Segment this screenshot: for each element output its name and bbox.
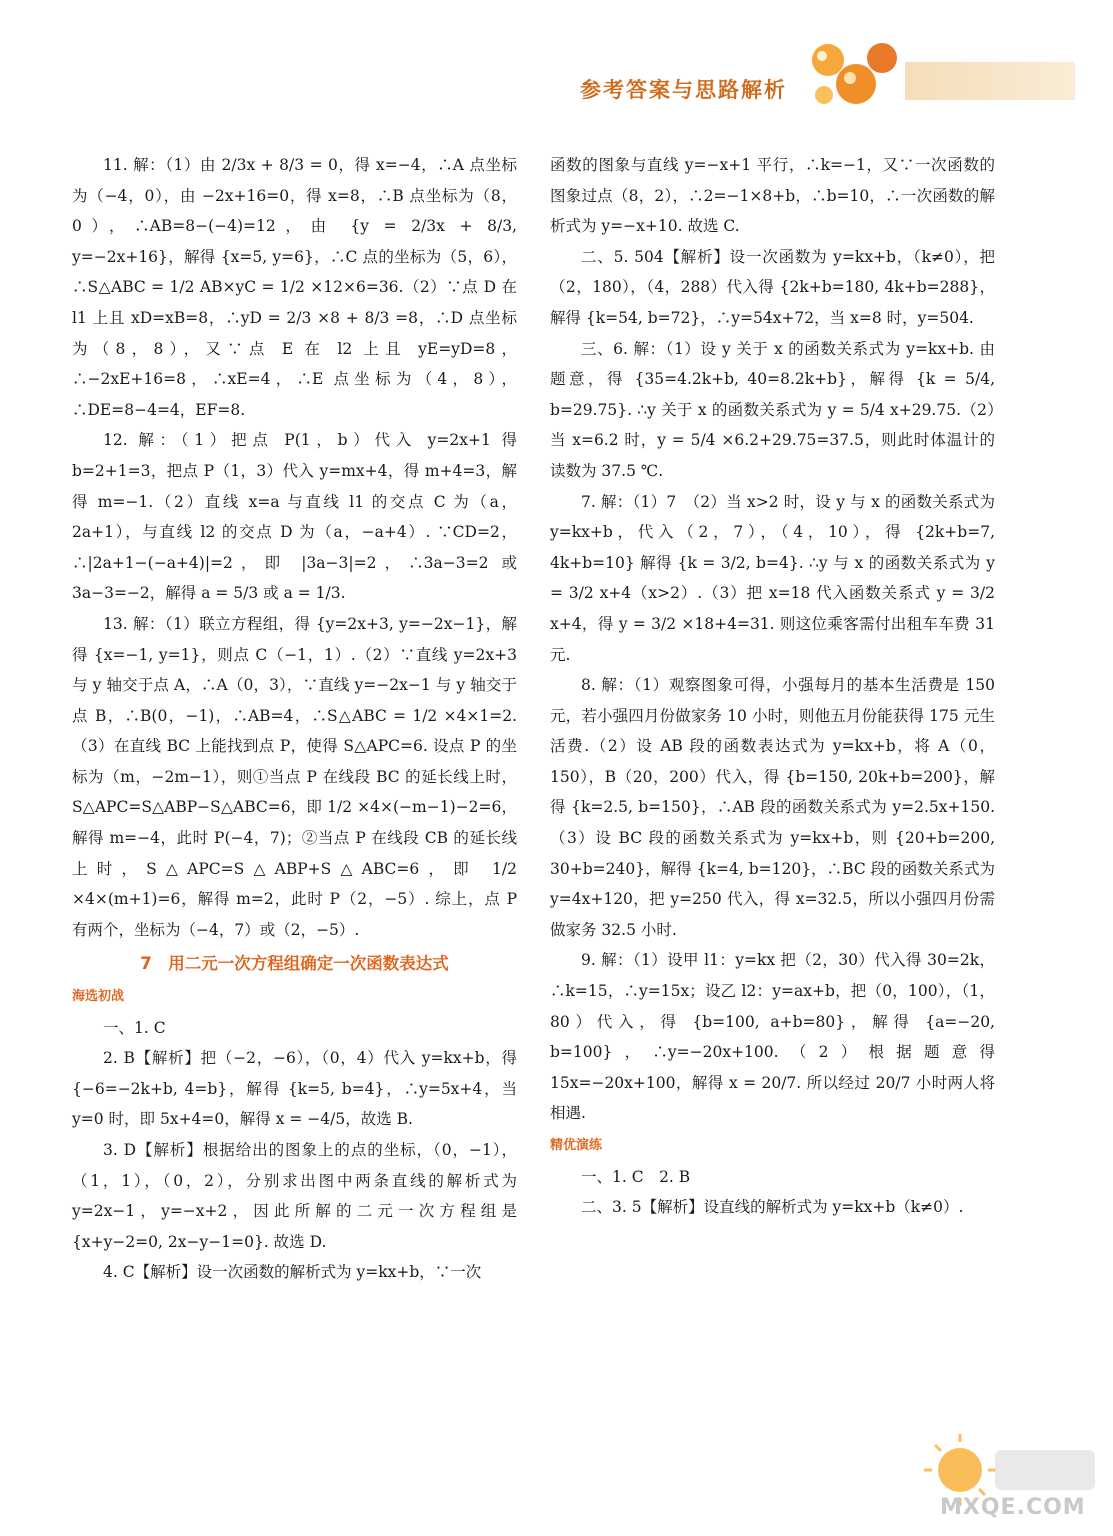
answer-paragraph: 二、5. 504【解析】设一次函数为 y=kx+b，（k≠0），把（2，180），（4，288）代入得 {2k+b=180, 4k+b=288}，解得 {k=54, b=72}，∴y=54x+72，当 x=8 时，y=504. bbox=[550, 247, 995, 327]
answer-paragraph: 12. 解：（1）把点 P(1，b）代入 y=2x+1 得 b=2+1=3，把点 P（1，3）代入 y=mx+4，得 m+4=3，解得 m=−1.（2）直线 x=a 与直线 l1 的交点 C 为（a，2a+1），与直线 l2 的交点 D 为（a，−a+4）. ∵CD=2，∴|2a+1−(−a+4)|=2，即 |3a−3|=2，∴3a−3=2 或 3a−3=−2，解得 a = 5/3 或 a = 1/3. bbox=[72, 431, 517, 603]
page-title: 参考答案与思路解析 bbox=[580, 78, 787, 102]
right-column bbox=[550, 150, 995, 1223]
left-column bbox=[72, 150, 517, 1288]
page-header bbox=[0, 0, 1113, 140]
answer-paragraph: 13. 解：（1）联立方程组，得 {y=2x+3, y=−2x−1}，解得 {x=−1, y=1}，则点 C（−1，1）.（2）∵直线 y=2x+3 与 y 轴交于点 A，∴A（0，3），∵直线 y=−2x−1 与 y 轴交于点 B，∴B(0，−1)，∴AB=4，∴S△ABC = 1/2 ×4×1=2.（3）在直线 BC 上能找到点 P，使得 S△APC=6. 设点 P 的坐标为（m，−2m−1），则①当点 P 在线段 BC 的延长线上时，S△APC=S△ABP−S△ABC=6，即 1/2 ×4×(−m−1)−2=6，解得 m=−4，此时 P(−4，7)；②当点 P 在线段 CB 的延长线上时，S△APC=S△ABP+S△ABC=6，即 1/2 ×4×(m+1)=6，解得 m=2，此时 P（2，−5）. 综上，点 P 有两个，坐标为（−4，7）或（2，−5）. bbox=[72, 614, 517, 939]
answer-paragraph: 函数的图象与直线 y=−x+1 平行，∴k=−1，又∵一次函数的图象过点（8，2），∴2=−1×8+b，∴b=10，∴一次函数的解析式为 y=−x+10. 故选 C. bbox=[550, 156, 995, 236]
answer-paragraph: 2. B【解析】把（−2，−6），（0，4）代入 y=kx+b，得 {−6=−2k+b, 4=b}，解得 {k=5, b=4}，∴y=5x+4，当 y=0 时，即 5x+4=0，解得 x = −4/5，故选 B. bbox=[72, 1049, 517, 1129]
header-bar bbox=[905, 62, 1075, 100]
answer-paragraph: 8. 解：（1）观察图象可得，小强每月的基本生活费是 150 元，若小强四月份做家务 10 小时，则他五月份能获得 175 元生活费.（2）设 AB 段的函数表达式为 y=kx+b，将 A（0，150），B（20，200）代入，得 {b=150, 20k+b=200}，解得 {k=2.5, b=150}，∴AB 段的函数关系式为 y=2.5x+150.（3）设 BC 段的函数关系式为 y=kx+b，则 {20+b=200, 30+b=240}，解得 {k=4, b=120}，∴BC 段的函数关系式为 y=4x+120，把 y=250 代入，得 x=32.5，所以小强四月份需做家务 32.5 小时. bbox=[550, 676, 995, 939]
answer-paragraph: 3. D【解析】根据给出的图象上的点的坐标，（0，−1），（1，1），（0，2），分别求出图中两条直线的解析式为 y=2x−1，y=−x+2，因此所解的二元一次方程组是 {x+y−2=0, 2x−y−1=0}. 故选 D. bbox=[72, 1141, 517, 1251]
answer-paragraph: 三、6. 解：（1）设 y 关于 x 的函数关系式为 y=kx+b. 由题意，得 {35=4.2k+b, 40=8.2k+b}，解得 {k = 5/4, b=29.75}. ∴y 关于 x 的函数关系式为 y = 5/4 x+29.75.（2）当 x=6.2 时，y = 5/4 ×6.2+29.75=37.5，则此时体温计的读数为 37.5 ℃. bbox=[550, 339, 995, 480]
sub-heading: 精优演练 bbox=[550, 1138, 603, 1153]
answer-paragraph: 二、3. 5【解析】设直线的解析式为 y=kx+b（k≠0）. bbox=[581, 1198, 964, 1217]
answer-paragraph: 一、1. C 2. B bbox=[581, 1167, 691, 1186]
sub-heading: 海选初战 bbox=[72, 989, 125, 1005]
answer-paragraph: 11. 解：（1）由 2/3x + 8/3 = 0，得 x=−4，∴A 点坐标为（−4，0），由 −2x+16=0，得 x=8，∴B 点坐标为（8，0），∴AB=8−(−4)=12，由 {y = 2/3x + 8/3, y=−2x+16}，解得 {x=5, y=6}，∴C 点的坐标为（5，6），∴S△ABC = 1/2 AB×yC = 1/2 ×12×6=36.（2）∵点 D 在 l1 上且 xD=xB=8，∴yD = 2/3 ×8 + 8/3 =8，∴D 点坐标为（8，8），又∵点 E 在 l2 上且 yE=yD=8，∴−2xE+16=8，∴xE=4，∴E 点坐标为（4，8），∴DE=8−4=4，EF=8. bbox=[72, 156, 517, 419]
answer-paragraph: 一、1. C bbox=[103, 1018, 166, 1037]
watermark-text: MXQE.COM bbox=[940, 1495, 1086, 1520]
answer-paragraph: 9. 解：（1）设甲 l1：y=kx 把（2，30）代入得 30=2k，∴k=15，∴y=15x；设乙 l2：y=ax+b，把（0，100），（1，80）代入，得 {b=100, a+b=80}，解得 {a=−20, b=100}，∴y=−20x+100.（2）根据题意得 15x=−20x+100，解得 x = 20/7. 所以经过 20/7 小时两人将相遇. bbox=[550, 951, 995, 1123]
answer-paragraph: 4. C【解析】设一次函数的解析式为 y=kx+b，∵一次 bbox=[103, 1263, 482, 1282]
section-title: 7 用二元一次方程组确定一次函数表达式 bbox=[140, 954, 449, 974]
answer-paragraph: 7. 解：（1）7 （2）当 x>2 时，设 y 与 x 的函数关系式为 y=kx+b，代入（2，7），（4，10），得 {2k+b=7, 4k+b=10} 解得 {k = 3/2, b=4}. ∴y 与 x 的函数关系式为 y = 3/2 x+4（x>2）.（3）把 x=18 代入函数关系式 y = 3/2 x+4，得 y = 3/2 ×18+4=31. 则这位乘客需付出租车车费 31 元. bbox=[550, 492, 995, 664]
